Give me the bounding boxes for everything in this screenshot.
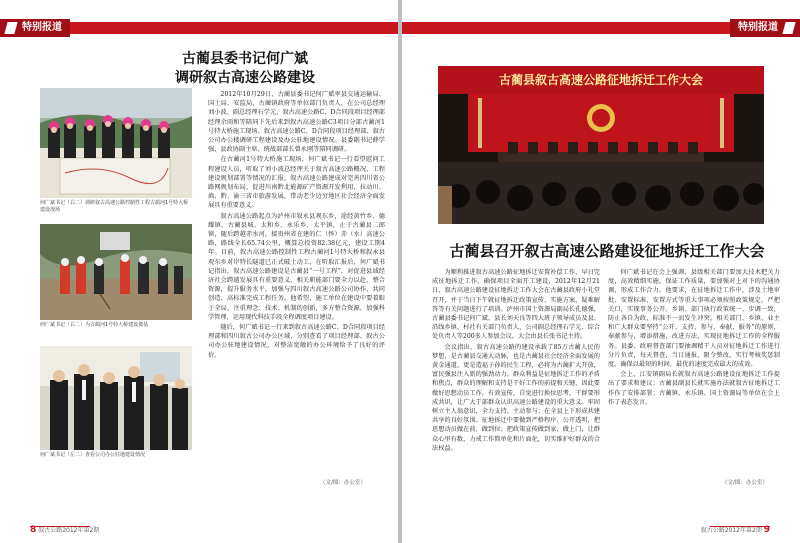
issue-label-right: 叙古公路2012年第2期 xyxy=(700,527,762,534)
article1-paragraph: 叙古高速公路起点为泸州市叙永县观东乡，途经黄竹乡、德耀镇、古蔺县城、太和乡、永乐乡、太平镇，止于古蔺县二郎镇，随后跨越赤水河，接贵州省在建的仁（怀）赤（水）高速公路，路线全长65.74公里，概算总投资82.38亿元，建设工期4年。目前，叙古高速公路控制性工程古蔺河1号特大桥和叙永县观东乡对岸特长隧道已正式破土动工，在听取汇报后，何广斌书记指出，叙古高速公路建设是古蔺县“一号工程”，对促进县域经济社会跨越发展具有重要意义，相关职能部门要全力以赴，整合资源，提升服务水平，加强与四川叙古高速公路公司协作，共同创造、高标准完成工程任务。他希望，施工单位在建设中要着眼于全局，注重理念、技术、机制的创新，多方整合资源，加强科学管理，运用现代科技手段全程调度项目建设。 xyxy=(208,212,385,321)
caption-3: 何广斌书记（左二）查看公司办公驻地建设情况 xyxy=(40,452,146,458)
article1-paragraph: 在古蔺河1号特大桥施工现场，何广斌书记一行看望慰问工程建设人员，听取了刘小波总经理关于叙古高速公路概况、工程建设规划部署等情况的汇报。叙古高速公路建成对完善四川省公路网规划布局，促进川南黔北能源矿产资源开发利用，拉动川、滇、黔、渝三省市旅游发展，带动老少边穷地区社会经济全面发展具有重要意义。 xyxy=(208,156,385,210)
section-label-right-text: 特别报道 xyxy=(738,22,778,33)
caption-2: 何广斌书记（右二）为古蔺河1号特大桥建设奠基 xyxy=(40,322,149,328)
article2-paragraph: 何广斌书记在会上强调，县级相关部门要加大技术把关力度，高效精细实施，保证工作质量，要加强对上对下的沟通协调，形成工作合力。他要求，在征地拆迁工作中，涉及土地审批、安置标准、安置方式等重大事项必须按照政策规定，严把关口，实现事务公开。乡镇、部门执行政策统一、步调一致，防止各自为政，标准不一而发生冲突。相关部门、乡镇、业主和广大群众要坚持“公开、支持、参与、奉献、服务”的原则，奉献参与，增添措施，改进方法，实现征地拆迁工作的全程服务。县委、政府督查部门要抽调精干人员对征地拆迁工作进行分片负责，每天督查，当日通报，限令整改，实行考核奖惩制度，确保以最短的时间，最优的速度完成最大的成效。 xyxy=(608,269,780,369)
caption-1: 何广斌书记（右二）调研叙古高速公路控制性工程古蔺河1号特大桥建设现场 xyxy=(40,200,189,213)
footer-left xyxy=(30,525,99,535)
footer-right xyxy=(701,525,770,535)
photo-bridge-site xyxy=(40,88,192,198)
article2-paragraph: 会上，江安镇副局长就叙古高速公路建设征地拆迁工作提出了要求和建议；古蔺县副县长就实施办法就叙古征地拆迁工作作了安排部署；古蔺镇、永乐镇、国土资源局等单位在会上作了表态发言。 xyxy=(608,371,780,406)
article1-body xyxy=(208,90,385,470)
issue-label-left: 叙古公路2012年第2期 xyxy=(38,527,100,534)
page-number-right: 9 xyxy=(763,525,770,535)
section-mark-icon xyxy=(4,22,17,34)
article2-body-col2 xyxy=(608,268,780,468)
page-number-left: 8 xyxy=(30,525,37,535)
article1-paragraph: 随后，何广斌书记一行来到叙古高速公路C、D合同段项目经理部和四川叙古公司办公区域，分别查看了项目经理部、叙古公司办公驻地建设情况，对整洁宽敞的办公环境给予了良好的评价。 xyxy=(208,324,385,359)
right-page xyxy=(402,0,800,543)
photo-office-visit xyxy=(40,346,192,450)
section-label-left-text: 特别报道 xyxy=(22,22,62,33)
photo-groundbreaking xyxy=(40,224,192,320)
section-mark-icon xyxy=(782,22,795,34)
section-label-left xyxy=(0,19,70,37)
article1-title-line1: 古蔺县委书记何广斌 xyxy=(182,51,308,67)
article1-editor: （文/图：办公室） xyxy=(320,480,366,486)
left-page xyxy=(0,0,398,543)
conference-banner: 古蔺县叙古高速公路征地拆迁工作大会 xyxy=(498,73,703,87)
article1-paragraph: 2012年10月29日，古蔺县委书记何广斌率县交通运输局、国土局、安监局、古蔺镇政府等单位部门负责人，在公司总经理刘小波、副总经理石学元，叙古高速公路C、D合同段项目经理部经理余雨和等陪同下先后来到叙古高速公路C3项目分部古蔺河1号特大桥施工现场、叙古高速公路C、D合同段项目经理部、叙古公司办公楼调研工程建设及办公驻地建设情况。县委副书记薛学强，县政协副主席、统战部部长曾永刚等陪同调研。 xyxy=(208,91,385,154)
article2-paragraph: 会议指出，叙古高速公路的建设承载了85万古蔺人民的梦想，是古蔺县交通大动脉，也是古蔺县社会经济全面发展的黄金通道，更是造福子孙的民生工程，必将为古蔺扩大开放，富民强县注入新的强劲动力。群众利益是征地拆迁工作的矛盾和焦点，群众的理解和支持是干好工作的前提和关键，因此要做好思想动员工作，有效宣传，自觉进行换位思考，干群要形成共识，让广大干部群众认识高速公路建设的重大意义。牢固树立主人翁意识，全力支持、主动参与；在全县上下形成共建共享的良好氛围。征地拆迁中要做到严格程序、公开透明，把思想动员做在前，做到位；把政策宣传做到家，做上门，让群众心里有数，力戒工作简单化和片面化，切实维护好群众的合法权益。 xyxy=(432,343,600,452)
article2-paragraph: 为顺利推进叙古高速公路征地拆迁安置补偿工作，早日完成征地拆迁工作，确保项目全面开工建设，2012年12月21日，叙古高速公路建设征地拆迁工作大会在古蔺县政府小礼堂召开，并于当日下午就征地拆迁政策宣传、实施方案、疑难解答等有关问题进行了培训。泸州市国土资源局副局长孔德强，古蔺县委书记何广斌，县长刘天良等四大班子领导成员及县、沿线乡镇、村社有关部门负责人，公司副总经理石学元、综合处负责人等200多人参加会议。大会由县长张书记主持。 xyxy=(432,269,600,341)
article1-title xyxy=(110,50,380,88)
article2-body-col1 xyxy=(432,268,600,468)
article2-editor: （文/图：办公室） xyxy=(722,480,768,486)
article2-title: 古蔺县召开叙古高速公路建设征地拆迁工作大会 xyxy=(449,242,765,260)
article1-title-line2: 调研叙古高速公路建设 xyxy=(175,70,315,86)
section-label-right xyxy=(730,19,800,37)
photo-conference xyxy=(438,66,764,224)
